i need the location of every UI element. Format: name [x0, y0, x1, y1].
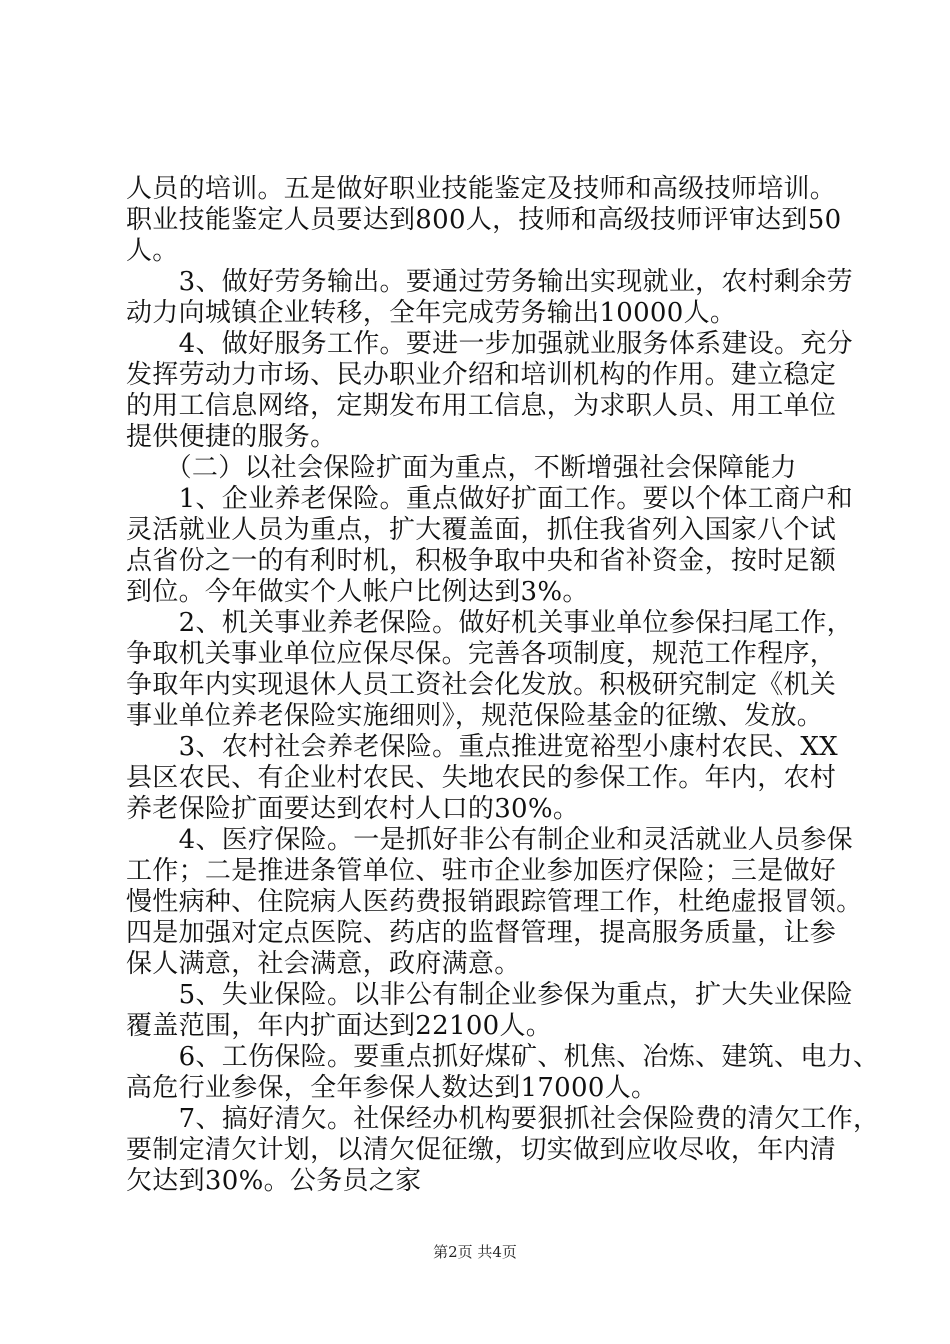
text-line: 四是加强对定点医院、药店的监督管理，提高服务质量，让参 — [126, 918, 837, 948]
text-line: 职业技能鉴定人员要达到800人，技师和高级技师评审达到50 — [126, 205, 842, 235]
text-line: 工作；二是推进条管单位、驻市企业参加医疗保险；三是做好 — [126, 856, 837, 886]
text-line: 高危行业参保，全年参保人数达到17000人。 — [126, 1073, 658, 1103]
text-line: 争取机关事业单位应保尽保。完善各项制度，规范工作程序， — [126, 639, 837, 669]
text-line: 欠达到30%。公务员之家 — [126, 1166, 422, 1196]
text-line: 的用工信息网络，定期发布用工信息，为求职人员、用工单位 — [126, 391, 837, 421]
document-body — [126, 174, 880, 1197]
text-line: 提供便捷的服务。 — [126, 422, 337, 452]
text-line: 覆盖范围，年内扩面达到22100人。 — [126, 1011, 553, 1041]
text-line: 3、做好劳务输出。要通过劳务输出实现就业，农村剩余劳 — [126, 267, 853, 297]
page-number-footer: 第2页 共4页 — [433, 1243, 517, 1261]
text-line: 6、工伤保险。要重点抓好煤矿、机焦、冶炼、建筑、电力、 — [126, 1042, 880, 1072]
text-line: 人。 — [126, 236, 179, 266]
text-line: 动力向城镇企业转移，全年完成劳务输出10000人。 — [126, 298, 737, 328]
text-line: 灵活就业人员为重点，扩大覆盖面，抓住我省列入国家八个试 — [126, 515, 837, 545]
text-line: 1、企业养老保险。重点做好扩面工作。要以个体工商户和 — [126, 484, 853, 514]
text-line: 4、做好服务工作。要进一步加强就业服务体系建设。充分 — [126, 329, 853, 359]
text-line: 4、医疗保险。一是抓好非公有制企业和灵活就业人员参保 — [126, 825, 853, 855]
text-line: 点省份之一的有利时机，积极争取中央和省补资金，按时足额 — [126, 546, 837, 576]
text-line: 争取年内实现退休人员工资社会化发放。积极研究制定《机关 — [126, 670, 837, 700]
text-line: 保人满意，社会满意，政府满意。 — [126, 949, 521, 979]
text-line: 要制定清欠计划，以清欠促征缴，切实做到应收尽收，年内清 — [126, 1135, 837, 1165]
section-heading: （二）以社会保险扩面为重点，不断增强社会保障能力 — [126, 453, 797, 483]
text-line: 7、搞好清欠。社保经办机构要狠抓社会保险费的清欠工作， — [126, 1104, 880, 1134]
text-line: 到位。今年做实个人帐户比例达到3%。 — [126, 577, 589, 607]
text-line: 慢性病种、住院病人医药费报销跟踪管理工作，杜绝虚报冒领。 — [126, 887, 863, 917]
text-line: 发挥劳动力市场、民办职业介绍和培训机构的作用。建立稳定 — [126, 360, 837, 390]
text-line: 5、失业保险。以非公有制企业参保为重点，扩大失业保险 — [126, 980, 853, 1010]
text-line: 人员的培训。五是做好职业技能鉴定及技师和高级技师培训。 — [126, 174, 837, 204]
text-line: 养老保险扩面要达到农村人口的30%。 — [126, 794, 580, 824]
text-line: 2、机关事业养老保险。做好机关事业单位参保扫尾工作， — [126, 608, 853, 638]
text-line: 县区农民、有企业村农民、失地农民的参保工作。年内，农村 — [126, 763, 837, 793]
text-line: 3、农村社会养老保险。重点推进宽裕型小康村农民、XX — [126, 732, 838, 762]
text-line: 事业单位养老保险实施细则》，规范保险基金的征缴、发放。 — [126, 701, 824, 731]
